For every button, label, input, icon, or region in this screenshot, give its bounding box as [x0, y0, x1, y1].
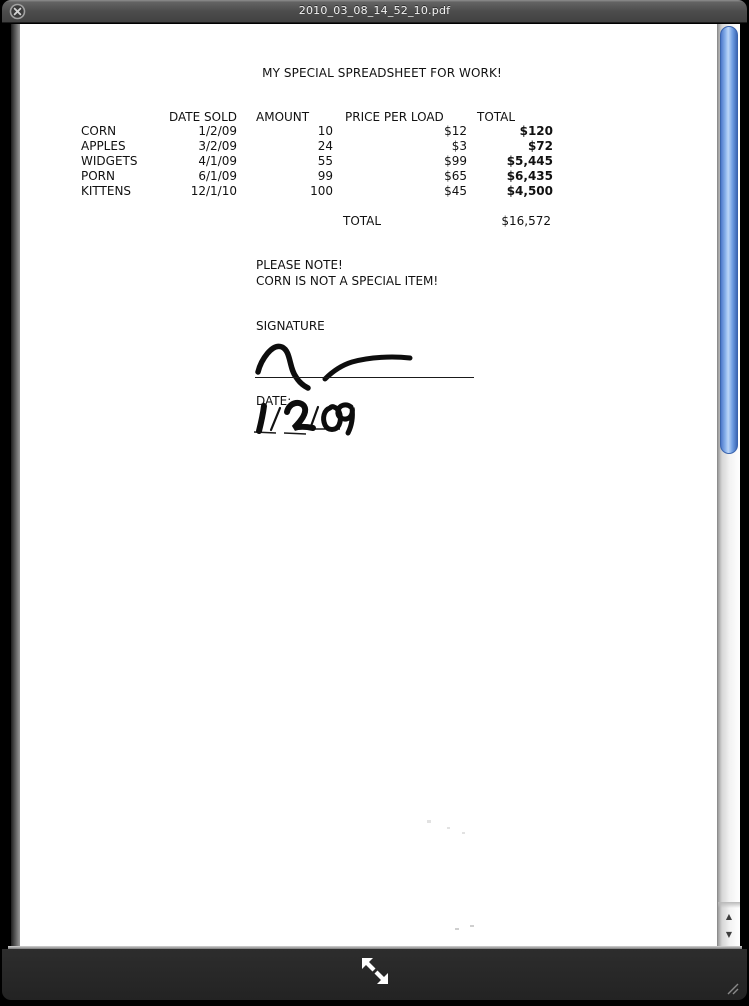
- cell-amount: 100: [310, 184, 333, 198]
- scroll-up-button[interactable]: [718, 909, 740, 924]
- header-price-per-load: PRICE PER LOAD: [345, 110, 444, 124]
- cell-date: 6/1/09: [198, 169, 237, 183]
- resize-grip[interactable]: [724, 981, 742, 996]
- cell-amount: 99: [317, 169, 333, 183]
- handwritten-signature: [250, 334, 480, 394]
- vertical-scrollbar[interactable]: [718, 24, 740, 946]
- content-area: [2, 23, 747, 947]
- signature-line: [255, 377, 474, 378]
- note-line: PLEASE NOTE!: [256, 258, 343, 272]
- cell-date: 3/2/09: [198, 139, 237, 153]
- table-row: [20, 154, 718, 169]
- header-date-sold: DATE SOLD: [168, 110, 237, 124]
- cell-item: APPLES: [81, 139, 126, 153]
- scan-artifact: [462, 832, 465, 834]
- scan-artifact: [455, 928, 459, 930]
- scan-artifact: [447, 827, 450, 829]
- expand-icon: [357, 953, 393, 989]
- table-row: [20, 184, 718, 199]
- scan-artifact: [470, 925, 474, 927]
- cell-item: WIDGETS: [81, 154, 138, 168]
- scroll-down-icon: ▼: [725, 930, 733, 939]
- scroll-down-button[interactable]: [718, 927, 740, 942]
- cell-date: 4/1/09: [198, 154, 237, 168]
- cell-item: KITTENS: [81, 184, 132, 198]
- grand-total-label: TOTAL: [343, 214, 382, 228]
- cell-price: $99: [444, 154, 467, 168]
- scrollbar-thumb[interactable]: [720, 26, 738, 454]
- scroll-up-icon: ▲: [725, 912, 733, 921]
- cell-amount: 10: [317, 124, 333, 138]
- pdf-preview-window: [2, 0, 747, 1000]
- titlebar[interactable]: [2, 0, 747, 23]
- cell-date: 12/1/10: [190, 184, 237, 198]
- date-label: DATE:: [256, 394, 292, 408]
- cell-total: $4,500: [506, 184, 553, 198]
- cell-total: $6,435: [506, 169, 553, 183]
- header-total: TOTAL: [477, 110, 516, 124]
- note-line: CORN IS NOT A SPECIAL ITEM!: [256, 274, 439, 288]
- cell-date: 1/2/09: [198, 124, 237, 138]
- signature-label: SIGNATURE: [256, 319, 325, 333]
- window-title: 2010_03_08_14_52_10.pdf: [298, 4, 451, 17]
- cell-price: $65: [444, 169, 467, 183]
- cell-total: $5,445: [506, 154, 553, 168]
- left-bezel: [11, 24, 20, 946]
- grand-total-value: $16,572: [501, 214, 551, 228]
- resize-grip-icon: [724, 981, 742, 996]
- header-amount: AMOUNT: [256, 110, 310, 124]
- bottom-toolbar: [2, 949, 747, 1000]
- pdf-page: [20, 24, 718, 946]
- cell-item: CORN: [81, 124, 117, 138]
- table-header-row: [20, 110, 718, 125]
- scrollbar-divider: [718, 902, 740, 908]
- cell-price: $3: [451, 139, 467, 153]
- grand-total-row: [20, 214, 718, 229]
- cell-price: $45: [444, 184, 467, 198]
- cell-total: $72: [527, 139, 553, 153]
- document-title: MY SPECIAL SPREADSHEET FOR WORK!: [262, 66, 502, 80]
- cell-amount: 55: [317, 154, 333, 168]
- scan-artifact: [427, 820, 431, 823]
- cell-item: PORN: [81, 169, 115, 183]
- fullscreen-button[interactable]: [357, 953, 393, 989]
- table-row: [20, 139, 718, 154]
- table-row: [20, 124, 718, 139]
- cell-price: $12: [444, 124, 467, 138]
- cell-total: $120: [519, 124, 553, 138]
- handwritten-date: [248, 396, 388, 440]
- cell-amount: 24: [317, 139, 333, 153]
- table-row: [20, 169, 718, 184]
